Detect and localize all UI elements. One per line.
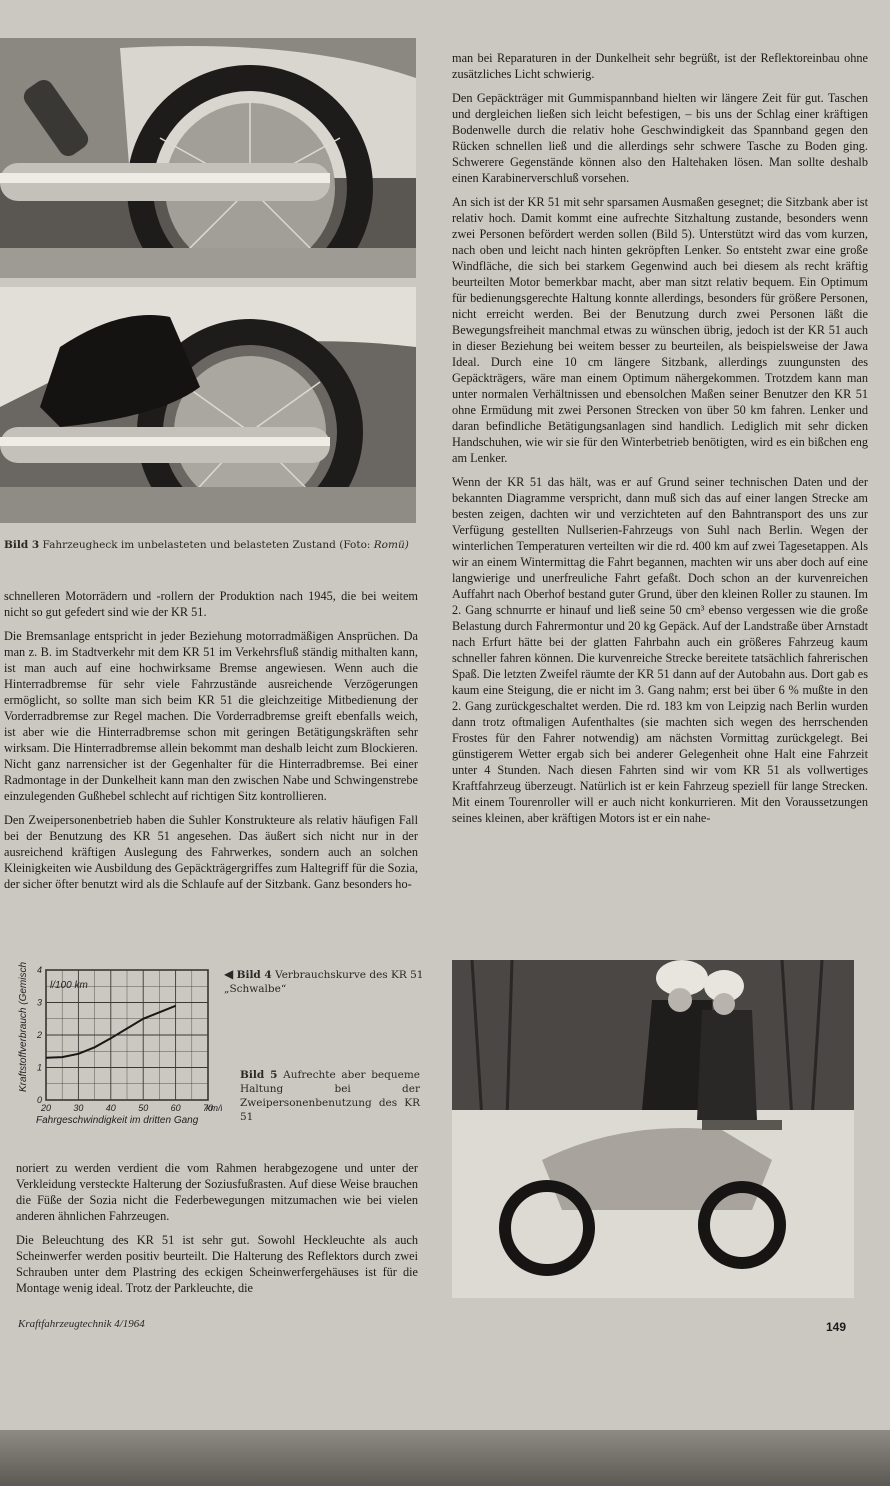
journal-footer: Kraftfahrzeugtechnik 4/1964 <box>18 1318 145 1330</box>
figure-5-caption-text: Aufrechte aber bequeme Haltung bei der Zweipersonenbenutzung des KR 51 <box>240 1069 421 1123</box>
figure-4-marker-icon: ◀ <box>224 967 234 981</box>
chart-y-tick-label: 0 <box>36 1095 42 1105</box>
background-below-page <box>0 1430 890 1486</box>
paragraph: man bei Reparaturen in der Dunkelheit sehr begrüßt, ist der Reflektoreinbau ohne zusätzliches Licht schwierig. <box>452 51 868 81</box>
chart-y-tick-label: 3 <box>36 997 42 1008</box>
chart-svg <box>12 960 222 1130</box>
photo-two-riders-scooter <box>452 960 854 1298</box>
paragraph: An sich ist der KR 51 mit sehr sparsamen Ausmaßen gesegnet; die Sitzbank aber ist relativ hoch. Damit kommt eine aufrechte Sitzhaltung zustande, besonders wenn zwei Personen befördert werden sollen (Bild 5). Unterstützt wird das vom kurzen, nach oben und leicht nach hinten gekröpften Lenker. So entsteht zwar eine große Windfläche, die sich bei starkem Gegenwind auch bei diesem als recht kräftig beurteilten Motor bemerkbar macht, aber man sitzt relativ bequem. Ein Optimum für bedienungsgerechte Haltung konnte allerdings, besonders für größere Personen, nicht erreicht werden. Bei der Benutzung durch zwei Personen läßt die Bewegungsfreiheit manchmal etwas zu wünschen übrig, jedoch ist der KR 51 auch in dieser Beziehung bei weitem besser zu beurteilen, als beispielsweise der Jawa Ideal. Durch eine 10 cm längere Sitzbank, allerdings zuungunsten des Gepäckträgers, wäre man einem Optimum nähergekommen. Trotzdem kann man unter normalen Verhältnissen und ebensolchen Maßen seiner Benutzer den KR 51 ohne Ermüdung mit zwei Personen Strecken von über 50 km fahren. Lenker und daran befindliche Betätigungsanlagen sind handlich. Lediglich mit sehr dicken Handschuhen, wie wir sie für den Winterbetrieb benötigten, wird es ein bißchen eng am Lenker. <box>452 195 868 465</box>
figure-3-number: Bild 3 <box>4 539 40 551</box>
photo-rear-unloaded <box>0 38 416 278</box>
paragraph: Die Bremsanlage entspricht in jeder Beziehung motorradmäßigen Ansprüchen. Da man z. B. im Stadtverkehr mit dem KR 51 im Verkehrsfluß ständig mithalten kann, ist man auch auf eine hochwirksame Bremse angewiesen. Wenn auch die Hinterradbremse für sehr viele Fahrzustände ausreichende Verzögerungen ermöglicht, so sollte man sich beim KR 51 die gleichzeitige Mitbedienung der Vorderradbremse zur Regel machen. Die Vorderradbremse greift ebenfalls weich, ist aber wie die Hinterradbremse schon mit geringen Betätigungskräften sehr wirksam. Die Hinterradbremse allein bekommt man deshalb leicht zum Blockieren. Nicht ganz narrensicher ist der Gegenhalter für die Hinterradbremse. Bei einer Radmontage in der Dunkelheit kann man den zwischen Nabe und Schwingenstrebe einzulegenden Gußhebel schlecht auf richtigen Sitz kontrollieren. <box>4 629 418 803</box>
chart-x-tick-label: 60 <box>170 1103 181 1113</box>
page-number: 149 <box>826 1320 847 1334</box>
chart-x-tick-label: 20 <box>40 1103 52 1113</box>
right-column-top <box>452 50 868 834</box>
figure-5-caption <box>240 1068 420 1124</box>
photo-rear-loaded <box>0 287 416 523</box>
figure-4-caption-text: Verbrauchskurve des KR 51 „Schwalbe“ <box>224 969 424 995</box>
consumption-chart <box>12 960 222 1130</box>
paragraph: noriert zu werden verdient die vom Rahmen herabgezogene und unter der Verkleidung versteckte Halterung der Soziusfußrasten. Auf diese Weise brauchen die Füße der Sozia nicht die Federbewegungen mitzumachen wie bei vielen anderen ähnlichen Fahrzeugen. <box>16 1161 418 1223</box>
chart-x-tick-label: 40 <box>105 1103 116 1113</box>
paragraph: Den Gepäckträger mit Gummispannband hielten wir längere Zeit für gut. Taschen und dergleichen ließen sich leicht befestigen, – bis uns der Schlag einer kräftigen Bodenwelle durch die relativ hohe Geschwindigkeit das Spannband gegen den Rücken schnellen ließ und die allerdings sehr schwere Tasche zu Boden ging. Schwerere Gegenstände können also den Haltehaken lösen. Man sollte deshalb einen Karabinerverschluß vorsehen. <box>452 91 868 185</box>
chart-x-tick-label: 30 <box>73 1103 84 1113</box>
paragraph: Die Beleuchtung des KR 51 ist sehr gut. Sowohl Heckleuchte als auch Scheinwerfer werden positiv beurteilt. Die Halterung des Reflektors durch zwei Schrauben unter dem Plastring des eckigen Scheinwerfergehäuses ist für die Montage wenig ideal. Trotz der Parkleuchte, die <box>16 1233 418 1295</box>
paragraph: schnelleren Motorrädern und -rollern der Produktion nach 1945, die bei weitem nicht so gut gefedert sind wie der KR 51. <box>4 589 418 619</box>
chart-x-label: Fahrgeschwindigkeit im dritten Gang <box>36 1115 199 1126</box>
chart-y-unit: l/100 km <box>50 980 88 991</box>
figure-3-caption-text: Fahrzeugheck im unbelasteten und belasteten Zustand (Foto: <box>42 539 371 551</box>
chart-y-tick-label: 1 <box>36 1062 42 1073</box>
paragraph: Den Zweipersonenbetrieb haben die Suhler Konstrukteure als relativ häufigen Fall bei der Benutzung des KR 51 angesehen. Das äußert sich nicht nur in der ausreichend kräftigen Auslegung des Fahrwerkes, sondern auch an solchen Kleinigkeiten wie Ausbildung des Gepäckträgergriffes zum Haltegriff für die Sozia, der sicher öfter benutzt wird als die Schlaufe auf der Sitzbank. Ganz besonders ho- <box>4 813 418 891</box>
figure-4-number: Bild 4 <box>236 969 272 981</box>
left-column-bottom <box>16 1160 418 1304</box>
figure-3-caption <box>4 538 414 552</box>
left-column-middle <box>4 588 418 900</box>
figure-4-caption <box>224 967 424 996</box>
chart-x-unit: km/ <box>206 1103 221 1113</box>
paragraph: Wenn der KR 51 das hält, was er auf Grund seiner technischen Daten und der bekannten Diagramme verspricht, dann muß sich das auf einer langen Strecke am besten zeigen, dachten wir und verzichteten auf den Bahntransport des uns zur Verfügung gestellten Nullserien-Fahrzeugs von Suhl nach Berlin. Wegen der winterlichen Temperaturen verteilten wir die rd. 400 km auf zwei Tagesetappen. Als wir an einem Wintermittag die Fahrt begannen, machten wir uns aber doch auf eine langwierige und unerfreuliche Fahrt gefaßt. Doch schon an der kurvenreichen Auffahrt nach Oberhof bestand guter Grund, über den kleinen Roller zu staunen. Im 2. Gang schnurrte er hinauf und ließ seine 50 cm³ ebenso vergessen wie die große Belastung durch Fahrermontur und 20 kg Gepäck. Auf der Landstraße über Arnstadt nach Erfurt hätte bei der glatten Fahrbahn auch ein größeres Fahrzeug kaum schneller fahren können. Die kurvenreiche Strecke bereitete tatsächlich fahrerischen Spaß. Die letzten Zweifel räumte der KR 51 dann auf der Autobahn aus. Dort gab es kaum eine Steigung, die er nicht im 3. Gang nahm; erst bei über 6 % mußte in den 2. Gang zurückgeschaltet werden. Die rd. 183 km von Leipzig nach Berlin wurden dann trotz oftmaligen Aufenthaltes (sie machten sich wegen des herrschenden Frostes für den Fahrer notwendig) am nächsten Vormittag zurückgelegt. Bei günstigerem Wetter ergab sich bei anderer Gelegenheit ohne Halt eine Fahrzeit unter 4 Stunden. Nach diesen Fahrten sind wir vom KR 51 als vollwertiges Kraftfahrzeug überzeugt. Natürlich ist er kein Fahrzeug speziell für lange Strecken. Mit einem Tourenroller will er auch nicht konkurrieren. Mit den Voraussetzungen seines kleinen, aber kräftigen Motors ist er ein nahe- <box>452 475 868 825</box>
figure-5-number: Bild 5 <box>240 1069 278 1081</box>
chart-y-label: Kraftstoffverbrauch (Gemisch 1:33) <box>18 960 29 1092</box>
chart-y-tick-label: 2 <box>36 1030 42 1040</box>
chart-x-tick-label: 50 <box>138 1103 149 1113</box>
figure-3-credit: Romü) <box>373 539 409 551</box>
chart-y-tick-label: 4 <box>36 965 42 975</box>
chart-x-tick-label: 70 <box>202 1103 214 1113</box>
